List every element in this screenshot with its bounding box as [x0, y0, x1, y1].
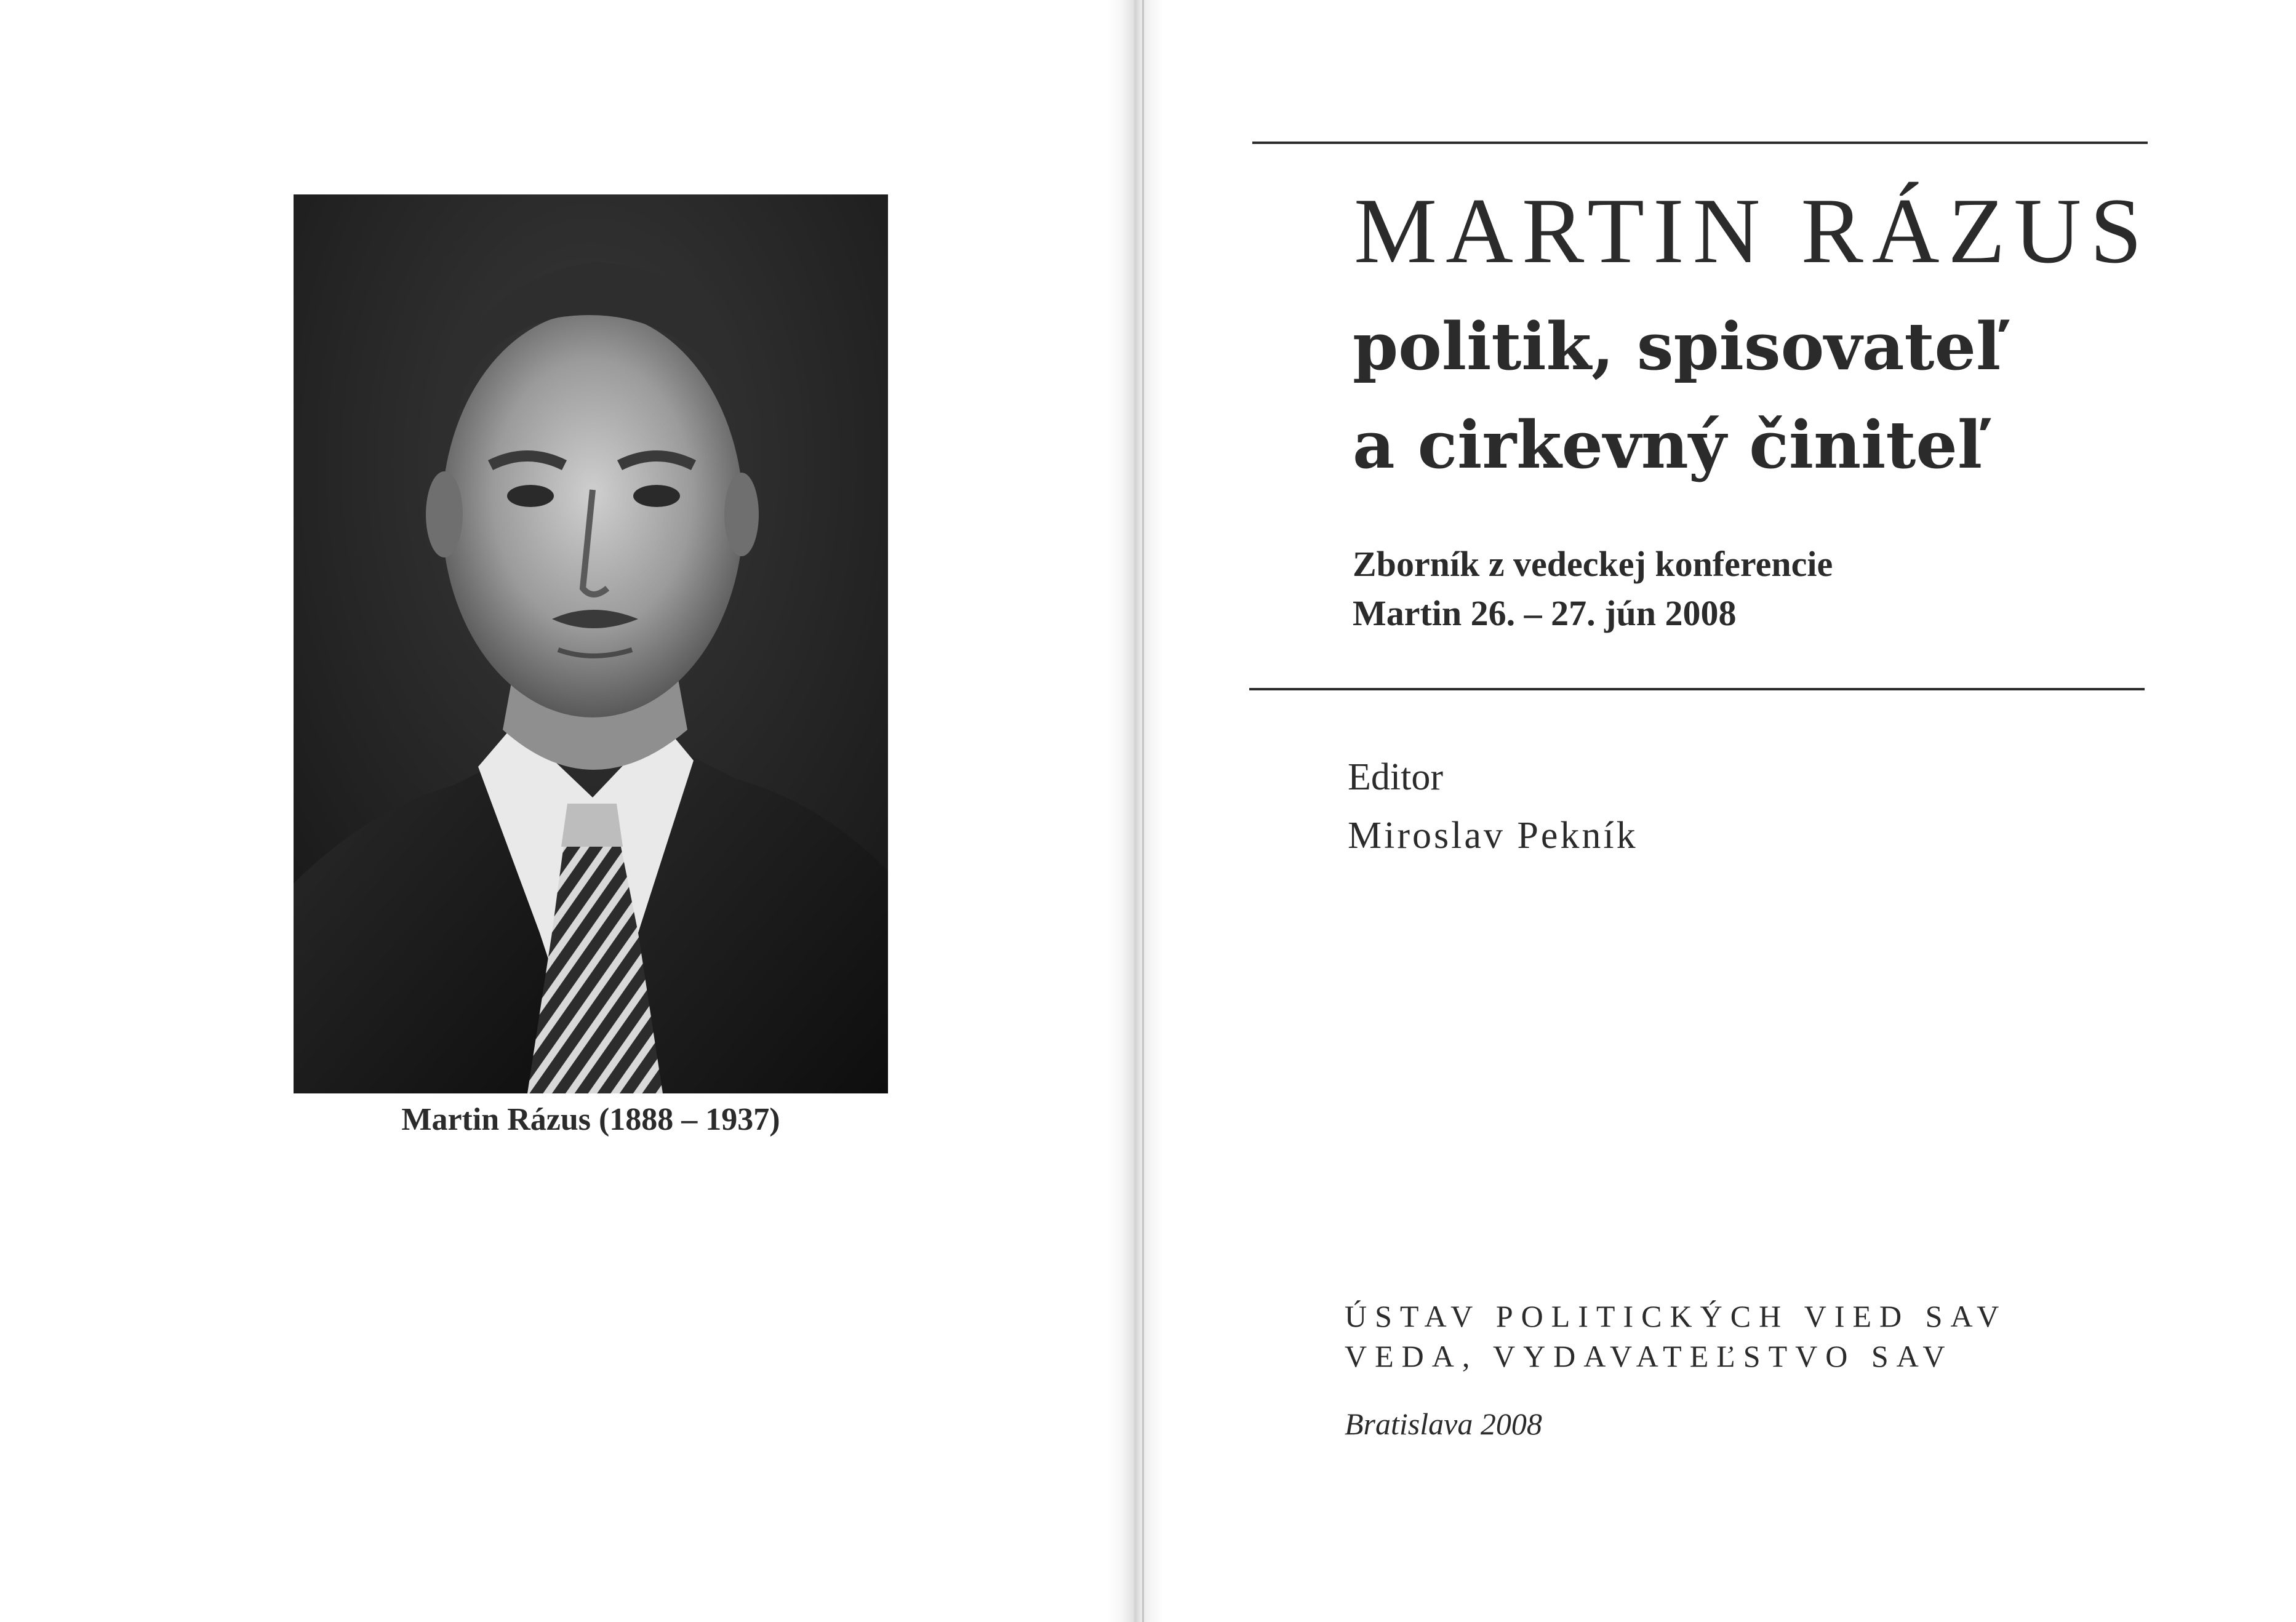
portrait-illustration — [294, 194, 888, 1093]
proceedings-line-1: Zborník z vedeckej konferencie — [1353, 544, 1833, 584]
book-subtitle-line-2: a cirkevný činiteľ — [1353, 406, 1983, 483]
top-rule — [1252, 142, 2148, 144]
editor-label: Editor — [1348, 756, 1443, 798]
place-and-year: Bratislava 2008 — [1345, 1407, 1542, 1441]
publisher-line-2: VEDA, VYDAVATEĽSTVO SAV — [1345, 1339, 1953, 1373]
spine-fold — [1142, 0, 1144, 1622]
portrait-caption: Martin Rázus (1888 – 1937) — [401, 1102, 780, 1137]
portrait-photo — [294, 194, 888, 1093]
book-subtitle-line-1: politik, spisovateľ — [1353, 308, 2001, 385]
middle-rule — [1249, 688, 2145, 690]
editor-name: Miroslav Pekník — [1348, 815, 1638, 857]
book-gutter — [1108, 0, 1163, 1622]
proceedings-line-2: Martin 26. – 27. jún 2008 — [1353, 593, 1737, 633]
book-title: MARTIN RÁZUS — [1354, 179, 2151, 282]
publisher-line-1: ÚSTAV POLITICKÝCH VIED SAV — [1345, 1299, 2007, 1333]
